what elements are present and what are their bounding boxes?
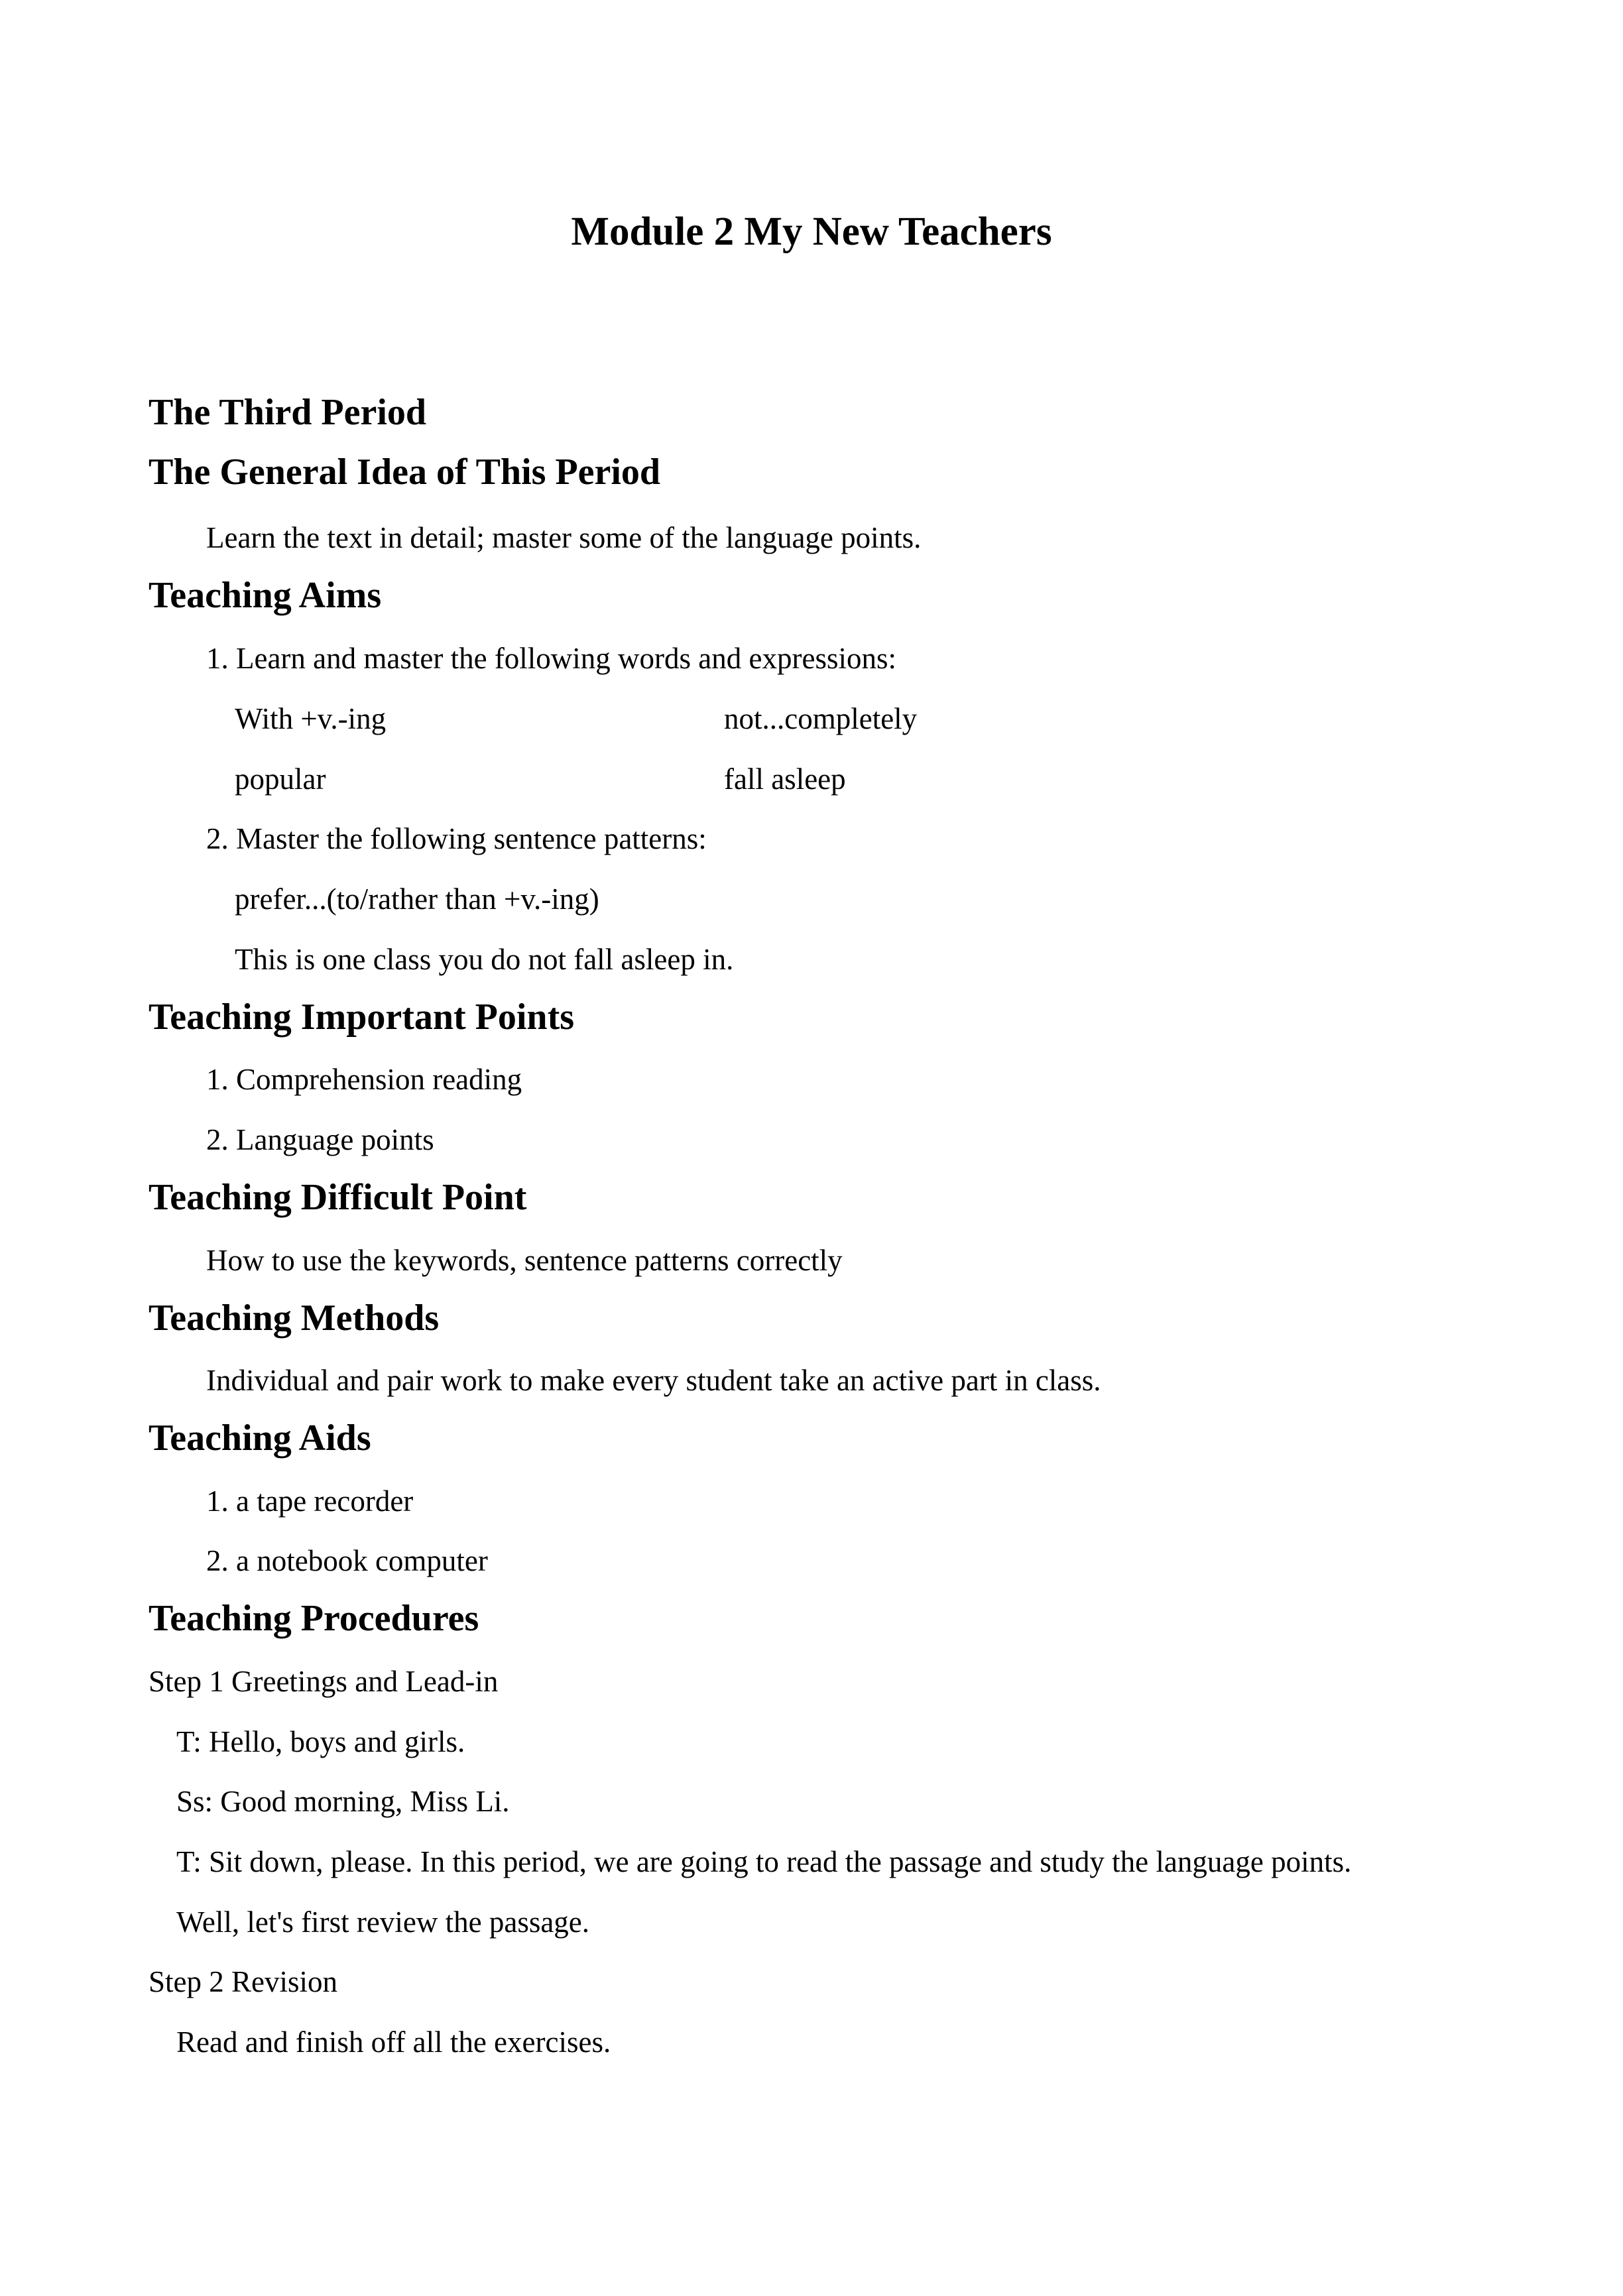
general-idea-text: Learn the text in detail; master some of the language points.	[206, 521, 922, 554]
teaching-aid-item: 2. a notebook computer	[206, 1544, 488, 1577]
word-item: popular	[235, 762, 326, 796]
important-point-item: 2. Language points	[206, 1123, 434, 1156]
word-item: not...completely	[724, 702, 918, 735]
teaching-aid-item: 1. a tape recorder	[206, 1484, 414, 1518]
difficult-point-heading: Teaching Difficult Point	[149, 1177, 527, 1218]
dialogue-line: T: Sit down, please. In this period, we are going to read the passage and study the language points.	[176, 1845, 1352, 1878]
word-item: With +v.-ing	[235, 702, 387, 735]
dialogue-line: T: Hello, boys and girls.	[176, 1725, 465, 1758]
document-title: Module 2 My New Teachers	[571, 210, 1052, 254]
sentence-pattern: This is one class you do not fall asleep in.	[235, 943, 734, 976]
word-item: fall asleep	[724, 762, 846, 796]
step-2-text: Read and finish off all the exercises.	[176, 2025, 611, 2059]
step-2-title: Step 2 Revision	[149, 1965, 338, 1998]
period-heading: The Third Period	[149, 392, 427, 433]
teaching-procedures-heading: Teaching Procedures	[149, 1598, 479, 1639]
difficult-point-text: How to use the keywords, sentence patterns correctly	[206, 1244, 843, 1277]
important-points-heading: Teaching Important Points	[149, 997, 575, 1038]
general-idea-heading: The General Idea of This Period	[149, 452, 661, 493]
teaching-methods-text: Individual and pair work to make every student take an active part in class.	[206, 1364, 1101, 1397]
teaching-aims-heading: Teaching Aims	[149, 575, 382, 616]
step-1-title: Step 1 Greetings and Lead-in	[149, 1665, 499, 1698]
important-point-item: 1. Comprehension reading	[206, 1063, 522, 1096]
teaching-aids-heading: Teaching Aids	[149, 1418, 371, 1459]
aims-item-2: 2. Master the following sentence patterns:	[206, 822, 707, 855]
teaching-methods-heading: Teaching Methods	[149, 1298, 440, 1339]
dialogue-line: Well, let's first review the passage.	[176, 1905, 590, 1939]
dialogue-line: Ss: Good morning, Miss Li.	[176, 1785, 510, 1818]
aims-item-1: 1. Learn and master the following words and expressions:	[206, 642, 896, 675]
sentence-pattern: prefer...(to/rather than +v.-ing)	[235, 882, 599, 916]
